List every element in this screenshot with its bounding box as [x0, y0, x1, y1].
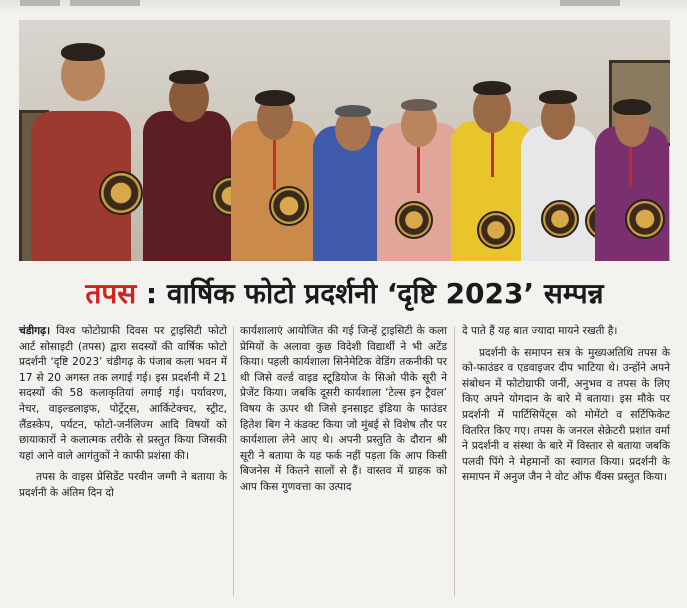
paragraph: तपस के वाइस प्रेसिडेंट परवीन जग्गी ने बताया के प्रदर्शनी के अंतिम दिन दो [19, 471, 227, 499]
column-divider [454, 326, 455, 596]
headline-separator: : [136, 276, 167, 310]
headline-title: वार्षिक फोटो प्रदर्शनी ‘दृष्टि 2023’ सम्पन्न [166, 277, 604, 310]
strip-mark [560, 0, 620, 6]
previous-article-strip [0, 0, 687, 14]
strip-mark [20, 0, 60, 6]
person-7 [519, 56, 599, 261]
paragraph: प्रदर्शनी के समापन सत्र के मुख्यअतिथि तपस के को-फाउंडर व एडवाइजर दीप भाटिया थे। उन्होंने अपने संबोधन में फोटोग्राफी जर्नी, अनुभव व तपस के लिए किए अपने योगदान के बारे में बताया। इस मौके पर प्रदर्शनी में पार्टिसिपेंट्स को मोमेंटो व सर्टिफिकेट वितरित किए गए। तपस के जनरल सेक्रेटरी प्रशांत वर्मा ने प्रदर्शनी व संस्था के बारे में विस्तार से बताया जबकि पलवी पिंगे ने मेहमानों का स्वागत किया। प्रदर्शनी के समापन में अनुज जैन ने वोट ऑफ थैंक्स प्रस्तुत किया। [462, 346, 670, 484]
strip-mark [70, 0, 140, 6]
paragraph: दे पाते हैं यह बात ज्यादा मायने रखती है। [462, 325, 618, 337]
headline [19, 268, 670, 318]
person-2 [139, 46, 239, 261]
person-1 [25, 31, 135, 261]
dateline: चंडीगढ़। [19, 325, 51, 337]
article-column-3 [462, 324, 670, 604]
paragraph: विश्व फोटोग्राफी दिवस पर ट्राइसिटी फोटो आर्ट सोसाइटी (तपस) द्वारा सदस्यों की वार्षिक फोटो प्रदर्शनी ‘दृष्टि 2023’ चंडीगढ़ के पंजाब कला भवन में 17 से 20 अगस्त तक लगाई गई। इस प्रदर्शनी में 21 सदस्यों की 58 कलाकृतियां लगाई गई। पर्यावरण, नेचर, वाइल्डलाइफ, पोर्ट्रेट्स, आर्किटेक्चर, स्ट्रीट, लैंडस्केप, पर्यटन, फोटो-जर्नलिज्म आदि विषयों को छायाकारों ने कलात्मक तरीके से प्रस्तुत किया जिसकी यहां आने वाले आगंतुकों ने काफी प्रशंसा की। [19, 325, 227, 462]
group-photo [19, 20, 670, 261]
column-divider [233, 326, 234, 596]
article-column-2 [240, 324, 447, 604]
headline-prefix: तपस [85, 277, 137, 310]
person-8 [591, 61, 670, 261]
person-3 [229, 56, 319, 261]
paragraph: कार्यशालाएं आयोजित की गई जिन्हें ट्राइसिटी के कला प्रेमियों के अलावा कुछ विदेशी विद्यार्थी ने भी अटेंड किया। पहली कार्यशाला सिनेमेटिक वेडिंग तकनीकी पर थी जिसे वर्ल्ड वाइड स्टूडियोज के सिओ पीके सूरी ने प्रेजेंट किया। जबकि दूसरी कार्यशाला ‘टेल्स इन ट्रैवल’ विषय के ऊपर थी जिसे इनसाइट इंडिया के फाउंडर हितेश बिग ने कंडक्ट किया जो मुंबई से विशेष तौर पर कार्यशाला लेने आए थे। अपनी प्रस्तुति के दौरान श्री सूरी ने बताया के यह फर्क नहीं पड़ता कि आप किसी बिजनेस में कितने सालों से हैं। वास्तव में ग्राहक को आप किस गुणवत्ता का उत्पाद [240, 325, 447, 493]
article-column-1 [19, 324, 227, 604]
